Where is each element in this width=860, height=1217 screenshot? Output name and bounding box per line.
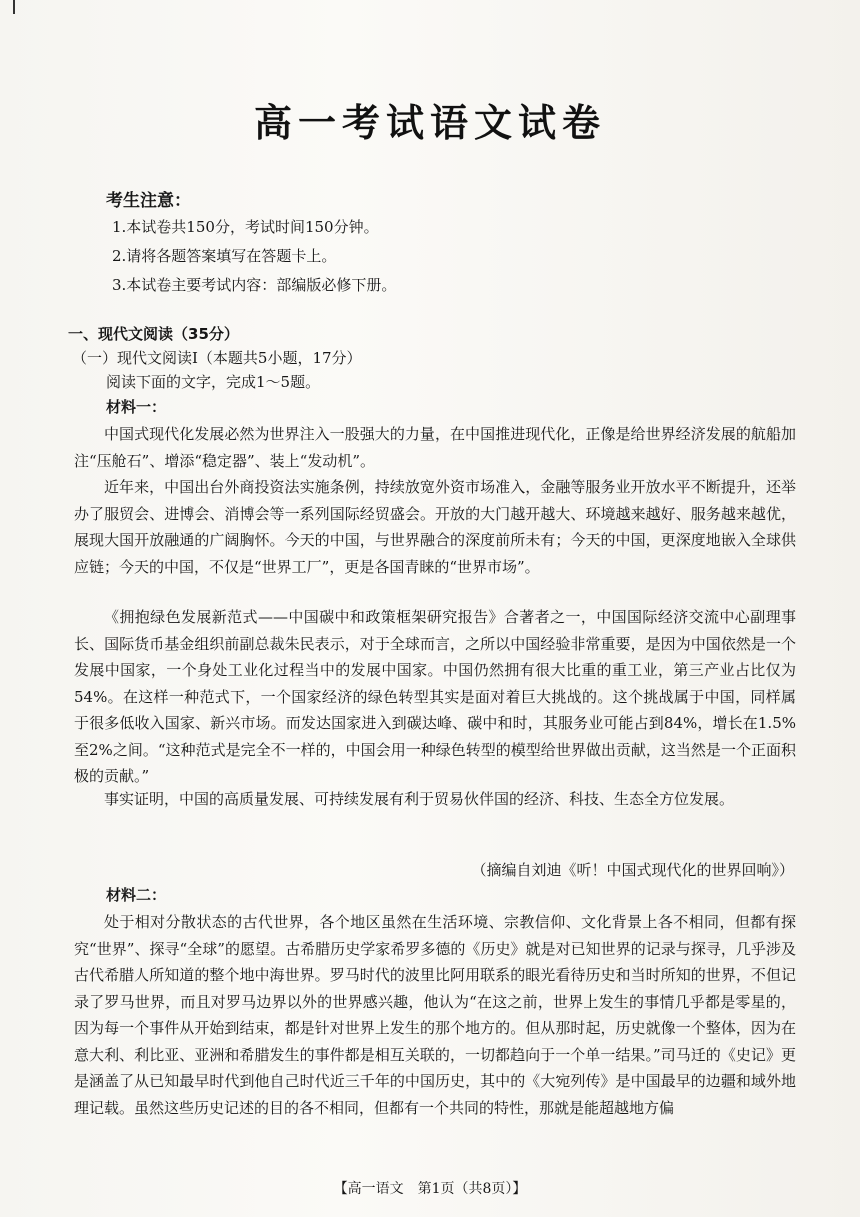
paragraph: 《拥抱绿色发展新范式——中国碳中和政策框架研究报告》合著者之一，中国国际经济交流中心副理事长、国际货币基金组织前副总裁朱民表示，对于全球而言，之所以中国经验非常重要，是因为中国依然是一个发展中国家，一个身处工业化过程当中的发展中国家。中国仍然拥有很大比重的重工业，第三产业占比仅为54%。在这样一种范式下，一个国家经济的绿色转型其实是面对着巨大挑战的。这个挑战属于中国，同样属于很多低收入国家、新兴市场。而发达国家进入到碳达峰、碳中和时，其服务业可能占到84%，增长在1.5%至2%之间。“这种范式是完全不一样的，中国会用一种绿色转型的模型给世界做出贡献，这当然是一个正面积极的贡献。”: [74, 608, 796, 785]
paragraph: 中国式现代化发展必然为世界注入一股强大的力量，在中国推进现代化，正像是给世界经济发展的航船加注“压舱石”、增添“稳定器”、装上“发动机”。: [74, 425, 796, 470]
source-citation: （摘编自刘迪《听！中国式现代化的世界回响》）: [471, 861, 794, 879]
material-two-label: 材料二：: [106, 886, 167, 904]
paragraph: 事实证明，中国的高质量发展、可持续发展有利于贸易伙伴国的经济、科技、生态全方位发展。: [104, 790, 735, 808]
section-subheading: （一）现代文阅读Ⅰ（本题共5小题，17分）: [72, 349, 362, 367]
notice-item: 2.请将各题答案填写在答题卡上。: [112, 247, 337, 265]
material-one-label: 材料一：: [106, 398, 167, 416]
paragraph: 处于相对分散状态的古代世界，各个地区虽然在生活环境、宗教信仰、文化背景上各不相同，但都有探究“世界”、探寻“全球”的愿望。古希腊历史学家希罗多德的《历史》就是对已知世界的记录与探寻，几乎涉及古代希腊人所知道的整个地中海世界。罗马时代的波里比阿用联系的眼光看待历史和当时所知的世界，不但记录了罗马世界，而且对罗马边界以外的世界感兴趣，他认为“在这之前，世界上发生的事情几乎都是零星的，因为每一个事件从开始到结束，都是针对世界上发生的那个地方的。但从那时起，历史就像一个整体，因为在意大利、利比亚、亚洲和希腊发生的事件都是相互关联的，一切都趋向于一个单一结果。”司马迁的《史记》更是涵盖了从已知最早时代到他自己时代近三千年的中国历史，其中的《大宛列传》是中国最早的边疆和域外地理记载。虽然这些历史记述的目的各不相同，但都有一个共同的特性，那就是能超越地方偏: [74, 913, 796, 1117]
page-title: 高一考试语文试卷: [253, 101, 606, 145]
paragraph: 近年来，中国出台外商投资法实施条例，持续放宽外资市场准入，金融等服务业开放水平不断提升，还举办了服贸会、进博会、消博会等一系列国际经贸盛会。开放的大门越开越大、环境越来越好、服务越来越优，展现大国开放融通的广阔胸怀。今天的中国，与世界融合的深度前所未有；今天的中国，更深度地嵌入全球供应链；今天的中国，不仅是“世界工厂”，更是各国青睐的“世界市场”。: [74, 478, 796, 576]
page-footer: 【高一语文 第1页（共8页）】: [333, 1181, 527, 1197]
notice-item: 3.本试卷主要考试内容：部编版必修下册。: [112, 276, 397, 294]
notice-heading: 考生注意：: [106, 191, 191, 211]
scan-edge-mark: [13, 0, 15, 14]
section-heading: 一、现代文阅读（35分）: [68, 325, 239, 343]
reading-instruction: 阅读下面的文字，完成1～5题。: [106, 373, 321, 391]
notice-list: [112, 213, 396, 300]
notice-item: 1.本试卷共150分，考试时间150分钟。: [112, 218, 379, 236]
